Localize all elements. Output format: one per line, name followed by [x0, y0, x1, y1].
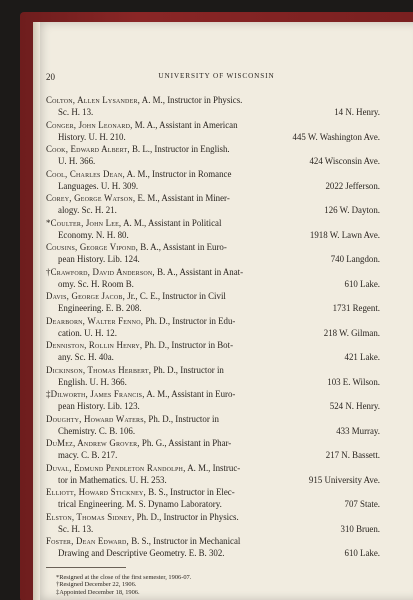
- office-location: Sc. H. 13.: [58, 523, 94, 534]
- office-location: alogy. Sc. H. 21.: [58, 205, 117, 216]
- office-location: English. U. H. 366.: [58, 376, 127, 387]
- directory-entry: [46, 241, 380, 266]
- entry-line-1: [46, 143, 380, 155]
- running-head: UNIVERSITY OF WISCONSIN: [158, 72, 275, 80]
- position-text: A. M., Instructor in Physics.: [140, 95, 243, 105]
- person-name: Dickinson, Thomas Herbert,: [46, 364, 152, 375]
- entry-line-1: [46, 364, 380, 376]
- directory-entry: [46, 437, 380, 462]
- entry-line-1: [46, 119, 380, 131]
- directory-entry: [46, 535, 380, 560]
- home-address: 2022 Jefferson.: [325, 180, 380, 191]
- position-text: A. M., Instructor in Romance: [124, 168, 232, 179]
- directory-entry: [46, 413, 380, 438]
- person-name: Corey, George Watson,: [46, 193, 136, 203]
- directory-text: [46, 66, 380, 596]
- person-name: Cool, Charles Dean,: [46, 168, 125, 179]
- entry-line-2: [46, 376, 380, 388]
- position-text: Ph. D., Instructor in Bot-: [142, 340, 234, 350]
- footnote: †Resigned December 22, 1906.: [56, 581, 137, 589]
- directory-entry: [46, 143, 380, 168]
- entry-line-2: [46, 425, 380, 437]
- office-location: Languages. U. H. 309.: [58, 180, 139, 191]
- person-name: Denniston, Rollin Henry,: [46, 340, 143, 350]
- entry-line-2: [46, 204, 380, 216]
- office-location: History. U. H. 210.: [58, 131, 126, 142]
- entry-line-2: [46, 547, 380, 559]
- home-address: 421 Lake.: [344, 352, 380, 363]
- entry-line-1: [46, 388, 380, 400]
- home-address: 740 Langdon.: [330, 254, 380, 265]
- person-name: Doughty, Howard Waters,: [46, 413, 147, 424]
- entry-line-2: [46, 302, 380, 314]
- position-text: B. L., Instructor in English.: [129, 144, 230, 154]
- position-text: B. S., Instructor in Elec-: [145, 487, 235, 497]
- person-name: Cousins, George Vipond,: [46, 242, 139, 252]
- home-address: 610 Lake.: [344, 548, 380, 559]
- position-text: B. S., Instructor in Mechanical: [128, 536, 241, 546]
- entry-line-2: [46, 327, 380, 339]
- person-name: Elston, Thomas Sidney,: [46, 511, 135, 522]
- home-address: 445 W. Washington Ave.: [292, 131, 380, 142]
- position-text: Jr., C. E., Instructor in Civil: [125, 291, 226, 301]
- office-location: pean History. Lib. 124.: [58, 254, 140, 265]
- directory-entry: [46, 217, 380, 242]
- position-text: E. M., Assistant in Miner-: [135, 193, 230, 203]
- directory-entry: [46, 511, 380, 536]
- directory-entry: [46, 388, 380, 413]
- position-text: Ph. D., Instructor in: [146, 413, 219, 424]
- person-name: DuMez, Andrew Grover,: [46, 438, 140, 448]
- footnote: ‡Appointed December 18, 1906.: [56, 588, 140, 596]
- entry-line-1: [46, 217, 380, 229]
- directory-entry: [46, 266, 380, 291]
- office-location: cation. U. H. 12.: [58, 327, 117, 338]
- position-text: Ph. D., Instructor in Physics.: [134, 511, 239, 522]
- person-name: ‡Dilworth, James Francis,: [46, 389, 145, 399]
- entry-line-2: [46, 106, 380, 118]
- office-location: Chemistry. C. B. 106.: [58, 425, 136, 436]
- entry-line-1: [46, 437, 380, 449]
- home-address: 433 Murray.: [336, 425, 380, 436]
- position-text: A. M., Assistant in Euro-: [144, 389, 236, 399]
- entry-line-2: [46, 400, 380, 412]
- person-name: Foster, Dean Edward,: [46, 536, 129, 546]
- entry-line-2: [46, 131, 380, 143]
- person-name: Duval, Edmund Pendleton Randolph,: [46, 462, 186, 473]
- directory-entry: [46, 364, 380, 389]
- directory-entry: [46, 462, 380, 487]
- entry-line-1: [46, 486, 380, 498]
- person-name: Elliott, Howard Stickney,: [46, 487, 146, 497]
- entry-line-1: [46, 315, 380, 327]
- directory-entry: [46, 486, 380, 511]
- entry-line-2: [46, 278, 380, 290]
- office-location: omy. Sc. H. Room B.: [58, 278, 134, 289]
- home-address: 217 N. Bassett.: [325, 450, 380, 461]
- entry-line-2: [46, 498, 380, 510]
- directory-entry: [46, 315, 380, 340]
- person-name: Conger, John Leonard,: [46, 119, 133, 130]
- entry-line-1: [46, 413, 380, 425]
- entry-line-1: [46, 192, 380, 204]
- entry-line-1: [46, 241, 380, 253]
- home-address: 915 University Ave.: [308, 474, 380, 485]
- home-address: 1918 W. Lawn Ave.: [309, 229, 380, 240]
- person-name: Cook, Edward Albert,: [46, 144, 130, 154]
- entry-line-1: [46, 168, 380, 180]
- entry-line-2: [46, 229, 380, 241]
- home-address: 310 Bruen.: [340, 523, 380, 534]
- directory-entry: [46, 192, 380, 217]
- page-number: 20: [46, 72, 55, 82]
- entry-line-1: [46, 511, 380, 523]
- footnote-list: [46, 574, 380, 597]
- directory-entry: [46, 94, 380, 119]
- footnote: *Resigned at the close of the first semester, 1906-07.: [56, 573, 192, 581]
- office-location: Engineering. E. B. 208.: [58, 303, 142, 314]
- home-address: 524 N. Henry.: [329, 401, 380, 412]
- page-gutter: [33, 22, 40, 600]
- entry-line-1: [46, 462, 380, 474]
- footnote-rule: [46, 567, 126, 568]
- entry-line-1: [46, 266, 380, 278]
- office-location: Drawing and Descriptive Geometry. E. B. 302.: [58, 548, 225, 559]
- entry-line-2: [46, 180, 380, 192]
- entry-line-1: [46, 339, 380, 351]
- office-location: any. Sc. H. 40a.: [58, 352, 114, 363]
- office-location: Economy. N. H. 80.: [58, 229, 129, 240]
- home-address: 707 State.: [344, 499, 380, 510]
- position-text: A. M., Instruc-: [185, 462, 241, 473]
- person-name: Colton, Allen Lysander,: [46, 95, 141, 105]
- home-address: 1731 Regent.: [332, 303, 380, 314]
- entry-line-2: [46, 155, 380, 167]
- directory-entry: [46, 290, 380, 315]
- position-text: Ph. D., Instructor in: [151, 364, 224, 375]
- entry-line-1: [46, 290, 380, 302]
- entry-line-2: [46, 351, 380, 363]
- entry-list: [46, 94, 380, 560]
- home-address: 424 Wisconsin Ave.: [309, 156, 380, 167]
- position-text: B. A., Assistant in Anat-: [154, 266, 244, 277]
- home-address: 610 Lake.: [344, 278, 380, 289]
- directory-entry: [46, 119, 380, 144]
- home-address: 14 N. Henry.: [334, 107, 380, 118]
- office-location: Sc. H. 13.: [58, 107, 94, 118]
- home-address: 218 W. Gilman.: [323, 327, 380, 338]
- entry-line-2: [46, 523, 380, 535]
- person-name: Dearborn, Walter Fenno,: [46, 315, 144, 326]
- entry-line-1: [46, 94, 380, 106]
- position-text: B. A., Assistant in Euro-: [138, 242, 227, 252]
- entry-line-1: [46, 535, 380, 547]
- position-text: Ph. D., Instructor in Edu-: [143, 315, 236, 326]
- person-name: Davis, George Jacob,: [46, 291, 126, 301]
- home-address: 103 E. Wilson.: [327, 376, 380, 387]
- home-address: 126 W. Dayton.: [324, 205, 380, 216]
- office-location: macy. C. B. 217.: [58, 450, 118, 461]
- directory-entry: [46, 339, 380, 364]
- entry-line-2: [46, 474, 380, 486]
- office-location: U. H. 366.: [58, 156, 96, 167]
- entry-line-2: [46, 449, 380, 461]
- person-name: †Crawford, David Anderson,: [46, 266, 155, 277]
- office-location: trical Engineering. M. S. Dynamo Laboratory.: [58, 499, 222, 510]
- directory-entry: [46, 168, 380, 193]
- person-name: *Coulter, John Lee,: [46, 217, 122, 228]
- office-location: tor in Mathematics. U. H. 253.: [58, 474, 167, 485]
- entry-line-2: [46, 253, 380, 265]
- position-text: Ph. G., Assistant in Phar-: [139, 438, 232, 448]
- position-text: M. A., Assistant in American: [132, 119, 238, 130]
- position-text: A. M., Assistant in Political: [121, 217, 222, 228]
- office-location: pean History. Lib. 123.: [58, 401, 140, 412]
